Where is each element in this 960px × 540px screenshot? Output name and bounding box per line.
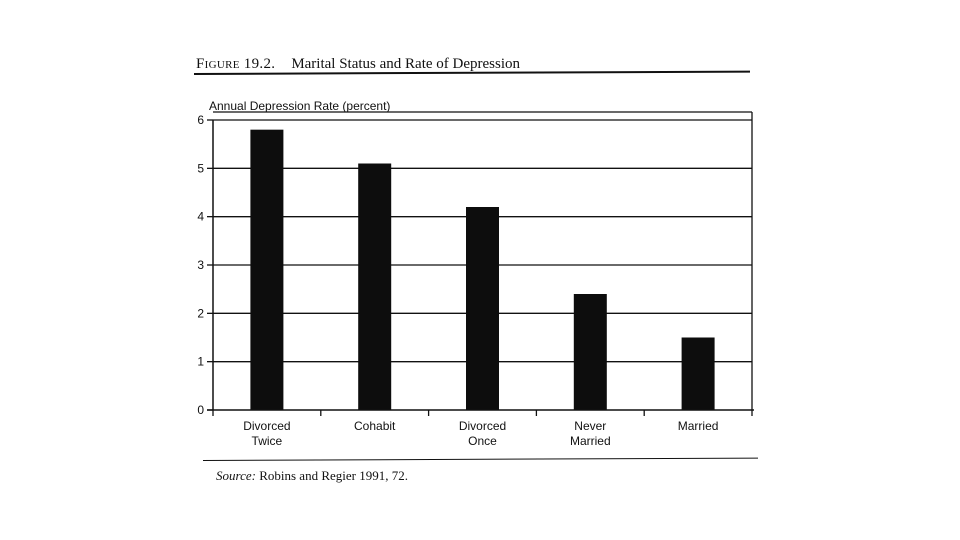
x-tick-label: Never Married <box>569 419 611 448</box>
x-tick-label: Divorced Twice <box>243 419 291 448</box>
x-tick-labels <box>243 419 718 448</box>
bar <box>574 294 607 410</box>
y-tick-label: 0 <box>197 403 204 417</box>
source-label: Source: <box>216 468 256 483</box>
y-tick-labels <box>197 113 204 417</box>
y-tick-label: 3 <box>197 258 204 272</box>
bars <box>250 130 714 410</box>
y-tick-label: 5 <box>197 161 204 176</box>
figure-name: Marital Status and Rate of Depression <box>291 56 521 72</box>
y-tick-label: 1 <box>197 354 204 369</box>
bar <box>682 338 715 411</box>
y-tick-label: 6 <box>197 113 204 127</box>
bar <box>466 207 499 410</box>
y-tick-label: 4 <box>197 209 204 224</box>
bar <box>250 130 283 410</box>
x-tick-label: Divorced Once <box>458 419 507 448</box>
bar <box>358 164 391 411</box>
y-axis-label: Annual Depression Rate (percent) <box>209 99 391 113</box>
figure-number: Figure 19.2. <box>196 56 276 72</box>
y-tick-label: 2 <box>197 306 204 321</box>
source-text: Robins and Regier 1991, 72. <box>259 468 408 483</box>
x-tick-label: Cohabit <box>354 419 396 433</box>
source-note <box>216 468 408 484</box>
x-tick-label: Married <box>677 419 719 433</box>
